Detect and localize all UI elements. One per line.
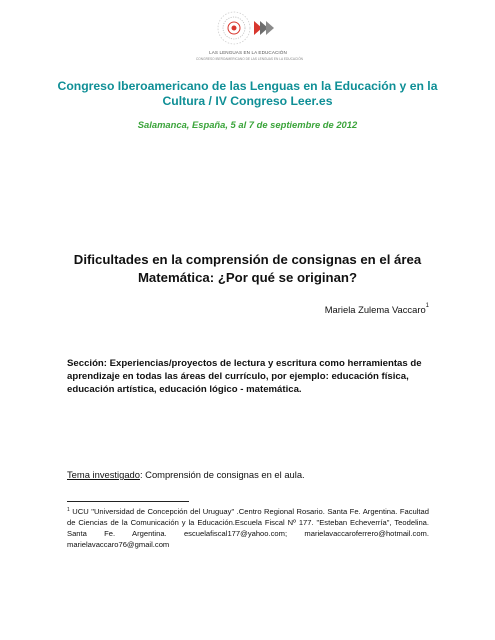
author-name: Mariela Zulema Vaccaro bbox=[324, 304, 426, 315]
paper-title: Dificultades en la comprensión de consignas en el área Matemática: ¿Por qué se originan? bbox=[73, 252, 422, 285]
congress-title: Congreso Iberoamericano de las Lenguas en la Educación y en la Cultura / IV Congreso Leer.es bbox=[57, 79, 438, 108]
topic-line bbox=[67, 469, 305, 480]
footnote-divider bbox=[67, 501, 189, 502]
footnote bbox=[67, 506, 429, 550]
congress-logo-icon bbox=[196, 6, 300, 50]
congress-logo bbox=[196, 6, 303, 68]
topic-label: Tema investigado bbox=[67, 469, 140, 480]
section-heading: Sección: Experiencias/proyectos de lectura y escritura como herramientas de aprendizaje en todas las áreas del currículo, por ejemplo: educación física, educación artística, educación lógico - matemática. bbox=[67, 358, 422, 395]
author-line bbox=[325, 304, 429, 315]
topic-text: : Comprensión de consignas en el aula. bbox=[139, 469, 305, 480]
footnote-text: UCU "Universidad de Concepción del Uruguay" .Centro Regional Rosario. Santa Fe. Argentina. Facultad de Ciencias de la Comunicación y la Educación.Escuela Fiscal Nº 177. "Esteban Echeverría", Teodelina. Santa Fe. Argentina. escuelafiscal177@yahoo.com; marielavaccaroferrero@hotmail.com. marielavaccaro76@gmail.com bbox=[67, 507, 429, 549]
author-footnote-mark: 1 bbox=[425, 303, 429, 309]
place-date: Salamanca, España, 5 al 7 de septiembre de 2012 bbox=[137, 119, 358, 130]
logo-wordmark: LAS LENGUAS EN LA EDUCACIÓN bbox=[209, 50, 287, 55]
logo-subtitle: CONGRESO IBEROAMERICANO DE LAS LENGUAS EN LA EDUCACIÓN bbox=[196, 57, 303, 61]
footnote-mark: 1 bbox=[67, 507, 70, 513]
